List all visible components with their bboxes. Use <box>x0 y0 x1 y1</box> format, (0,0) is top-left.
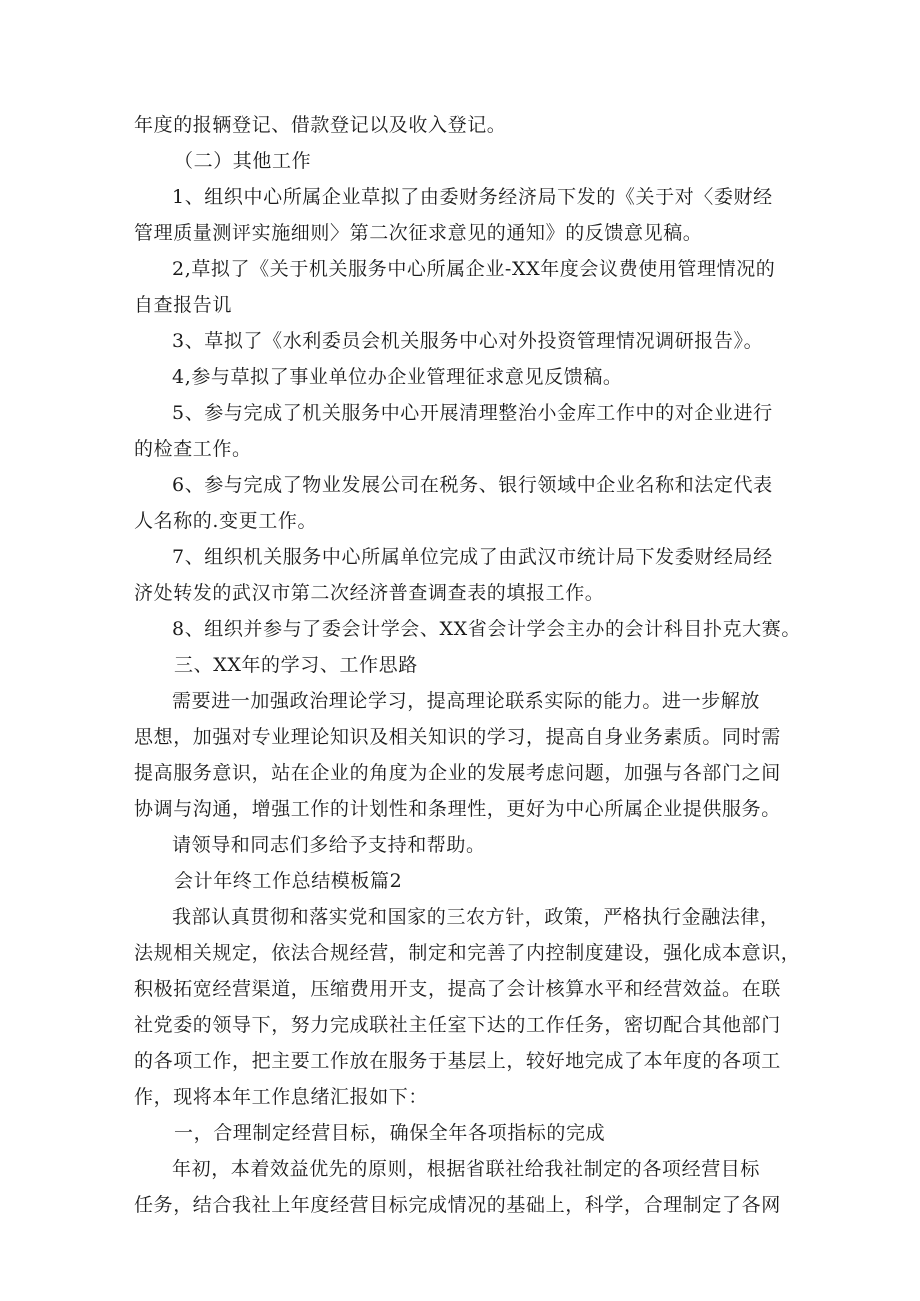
body-line: 社党委的领导下，努力完成联社主任室下达的工作任务，密切配合其他部门 <box>134 1014 781 1036</box>
section-heading: 三、XX年的学习、工作思路 <box>174 654 418 676</box>
body-line: 协调与沟通，增强工作的计划性和条理性，更好为中心所属企业提供服务。 <box>134 798 781 820</box>
body-line: 年度的报辆登记、借款登记以及收入登记。 <box>134 114 507 136</box>
paragraph-first-line: 请领导和同志们多给予支持和帮助。 <box>172 834 486 856</box>
document-body <box>134 110 801 1226</box>
body-line: 济处转发的武汉市第二次经济普查调查表的填报工作。 <box>134 582 605 604</box>
body-line: 人名称的.变更工作。 <box>134 510 318 532</box>
list-item-line: 5、参与完成了机关服务中心开展清理整治小金库工作中的对企业进行 <box>172 402 773 424</box>
list-item-line: 8、组织并参与了委会计学会、XX省会计学会主办的会计科目扑克大赛。 <box>172 618 801 640</box>
body-line: 的检查工作。 <box>134 438 252 460</box>
list-item-line: 2,草拟了《关于机关服务中心所属企业-XX年度会议费使用管理情况的 <box>172 258 776 280</box>
article-title: 会计年终工作总结模板篇2 <box>174 870 403 892</box>
body-line: 积极拓宽经营渠道，压缩费用开支，提高了会计核算水平和经营效益。在联 <box>134 978 781 1000</box>
body-line: 任务，结合我社上年度经营目标完成情况的基础上，科学，合理制定了各网 <box>134 1194 781 1216</box>
body-line: 提高服务意识，站在企业的角度为企业的发展考虑问题，加强与各部门之间 <box>134 762 781 784</box>
body-line: 思想，加强对专业理论知识及相关知识的学习，提高自身业务素质。同时需 <box>134 726 781 748</box>
list-item-line: 7、组织机关服务中心所属单位完成了由武汉市统计局下发委财经局经 <box>172 546 773 568</box>
body-line: 法规相关规定，依法合规经营，制定和完善了内控制度建设，强化成本意识， <box>134 942 801 964</box>
paragraph-first-line: 年初，本着效益优先的原则，根据省联社给我社制定的各项经营目标 <box>172 1158 761 1180</box>
section-heading: 一，合理制定经营目标，确保全年各项指标的完成 <box>174 1122 606 1144</box>
body-line: 作，现将本年工作息绪汇报如下： <box>134 1086 429 1108</box>
body-line: 管理质量测评实施细则〉第二次征求意见的通知》的反馈意见稿。 <box>134 222 703 244</box>
section-heading: （二）其他工作 <box>174 150 312 172</box>
list-item-line: 1、组织中心所属企业草拟了由委财务经济局下发的《关于对〈委财经 <box>172 186 773 208</box>
body-line: 自查报告讥 <box>134 294 233 316</box>
list-item-line: 6、参与完成了物业发展公司在税务、银行领域中企业名称和法定代表 <box>172 474 773 496</box>
paragraph-first-line: 我部认真贯彻和落实党和国家的三农方针，政策，严格执行金融法律， <box>172 906 780 928</box>
paragraph-first-line: 需要进一加强政治理论学习，提高理论联系实际的能力。进一步解放 <box>172 690 761 712</box>
list-item-line: 4,参与草拟了事业单位办企业管理征求意见反馈稿。 <box>172 366 623 388</box>
list-item-line: 3、草拟了《水利委员会机关服务中心对外投资管理情况调研报告》。 <box>172 330 764 352</box>
body-line: 的各项工作，把主要工作放在服务于基层上，较好地完成了本年度的各项工 <box>134 1050 781 1072</box>
